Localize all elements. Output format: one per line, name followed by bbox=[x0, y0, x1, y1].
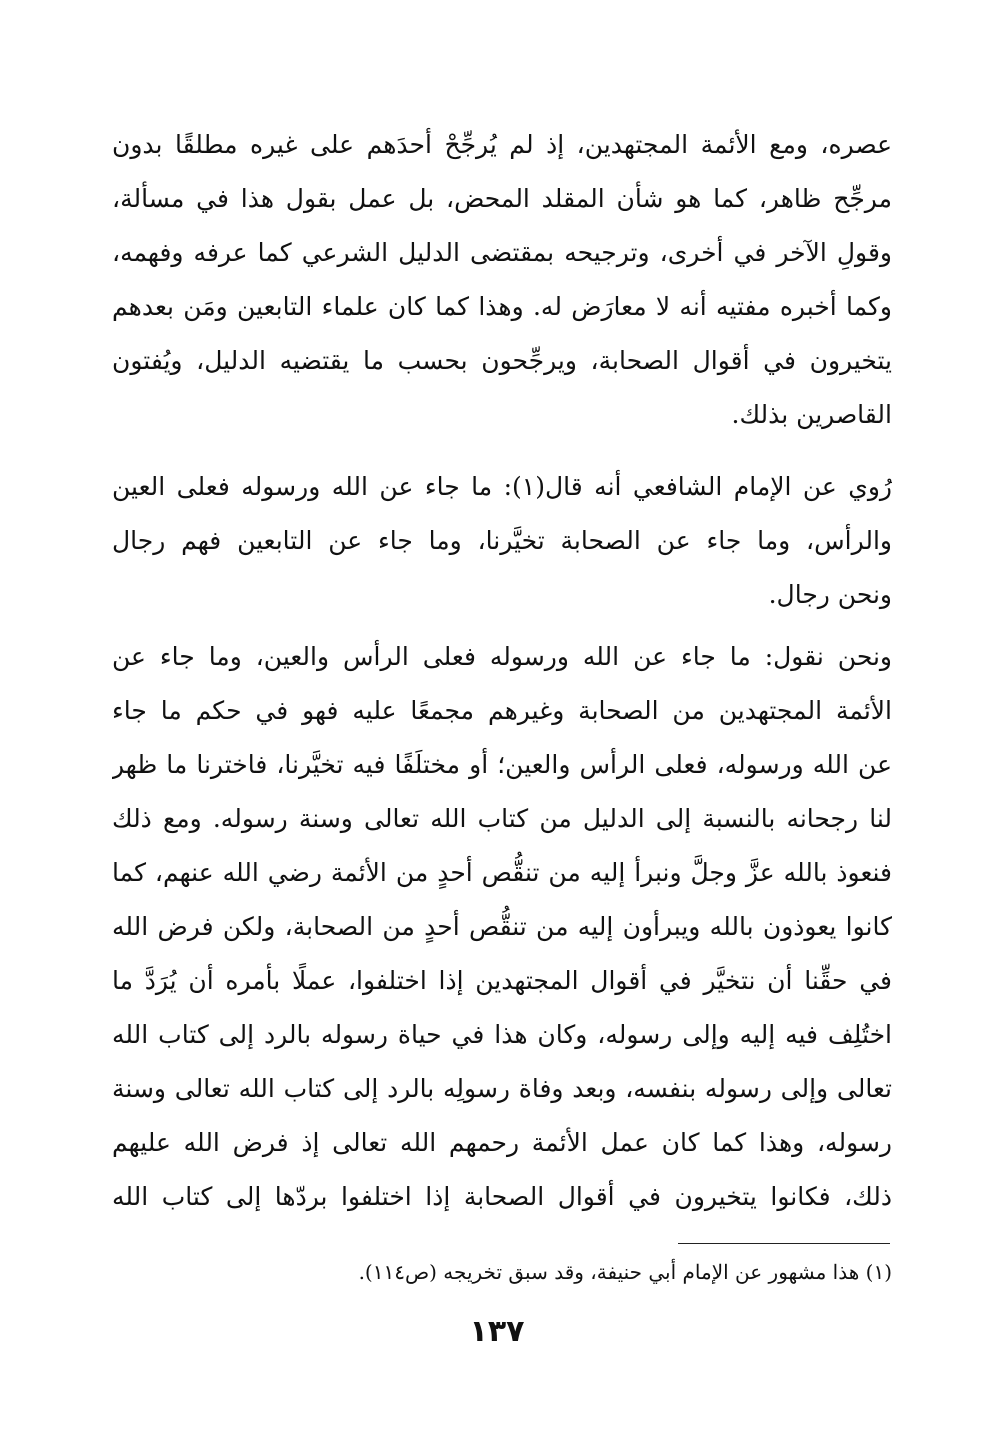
text-line: الأئمة المجتهدين من الصحابة وغيرهم مجمعًا عليه فهو في حكم ما جاء bbox=[112, 696, 892, 725]
footnote-divider bbox=[678, 1243, 890, 1244]
text-line: ذلك، فكانوا يتخيرون في أقوال الصحابة إذا اختلفوا بردّها إلى كتاب الله bbox=[112, 1182, 892, 1211]
text-line: تعالى وإلى رسوله بنفسه، وبعد وفاة رسولِه بالرد إلى كتاب الله تعالى وسنة bbox=[112, 1074, 892, 1103]
text-line: اختُلِف فيه إليه وإلى رسوله، وكان هذا في حياة رسوله بالرد إلى كتاب الله bbox=[112, 1020, 892, 1049]
text-line: عن الله ورسوله، فعلى الرأس والعين؛ أو مختلَفًا فيه تخيَّرنا، فاخترنا ما ظهر bbox=[112, 750, 892, 779]
text-line: مرجِّح ظاهر، كما هو شأن المقلد المحض، بل عمل بقول هذا في مسألة، bbox=[112, 184, 892, 213]
text-line: ونحن رجال. bbox=[768, 580, 892, 609]
text-line: وقولِ الآخر في أخرى، وترجيحه بمقتضى الدليل الشرعي كما عرفه وفهمه، bbox=[112, 238, 892, 267]
paragraph-3 bbox=[112, 630, 892, 1224]
text-line: وكما أخبره مفتيه أنه لا معارَض له. وهذا كما كان علماء التابعين ومَن بعدهم bbox=[112, 292, 892, 321]
paragraph-2 bbox=[112, 460, 892, 622]
footnote: (١) هذا مشهور عن الإمام أبي حنيفة، وقد سبق تخريجه (ص١١٤). bbox=[358, 1260, 892, 1284]
text-line: لنا رجحانه بالنسبة إلى الدليل من كتاب الله تعالى وسنة رسوله. ومع ذلك bbox=[112, 804, 892, 833]
page-number: ١٣٧ bbox=[469, 1314, 525, 1349]
text-line: فنعوذ بالله عزَّ وجلَّ ونبرأ إليه من تنقُّص أحدٍ من الأئمة رضي الله عنهم، كما bbox=[112, 858, 892, 887]
text-line: رُوي عن الإمام الشافعي أنه قال(١): ما جاء عن الله ورسوله فعلى العين bbox=[112, 472, 892, 501]
text-line: رسوله، وهذا كما كان عمل الأئمة رحمهم الله تعالى إذ فرض الله عليهم bbox=[112, 1128, 892, 1157]
text-line: كانوا يعوذون بالله ويبرأون إليه من تنقُّص أحدٍ من الصحابة، ولكن فرض الله bbox=[112, 912, 892, 941]
text-line: والرأس، وما جاء عن الصحابة تخيَّرنا، وما جاء عن التابعين فهم رجال bbox=[112, 526, 892, 555]
text-line: القاصرين بذلك. bbox=[731, 400, 892, 429]
text-line: يتخيرون في أقوال الصحابة، ويرجِّحون بحسب ما يقتضيه الدليل، ويُفتون bbox=[112, 346, 892, 375]
text-line: ونحن نقول: ما جاء عن الله ورسوله فعلى الرأس والعين، وما جاء عن bbox=[112, 642, 892, 671]
paragraph-1 bbox=[112, 118, 892, 442]
text-line: في حقِّنا أن نتخيَّر في أقوال المجتهدين إذا اختلفوا، عملًا بأمره أن يُرَدَّ ما bbox=[112, 966, 892, 995]
text-line: عصره، ومع الأئمة المجتهدين، إذ لم يُرجِّحْ أحدَهم على غيره مطلقًا بدون bbox=[112, 130, 892, 159]
